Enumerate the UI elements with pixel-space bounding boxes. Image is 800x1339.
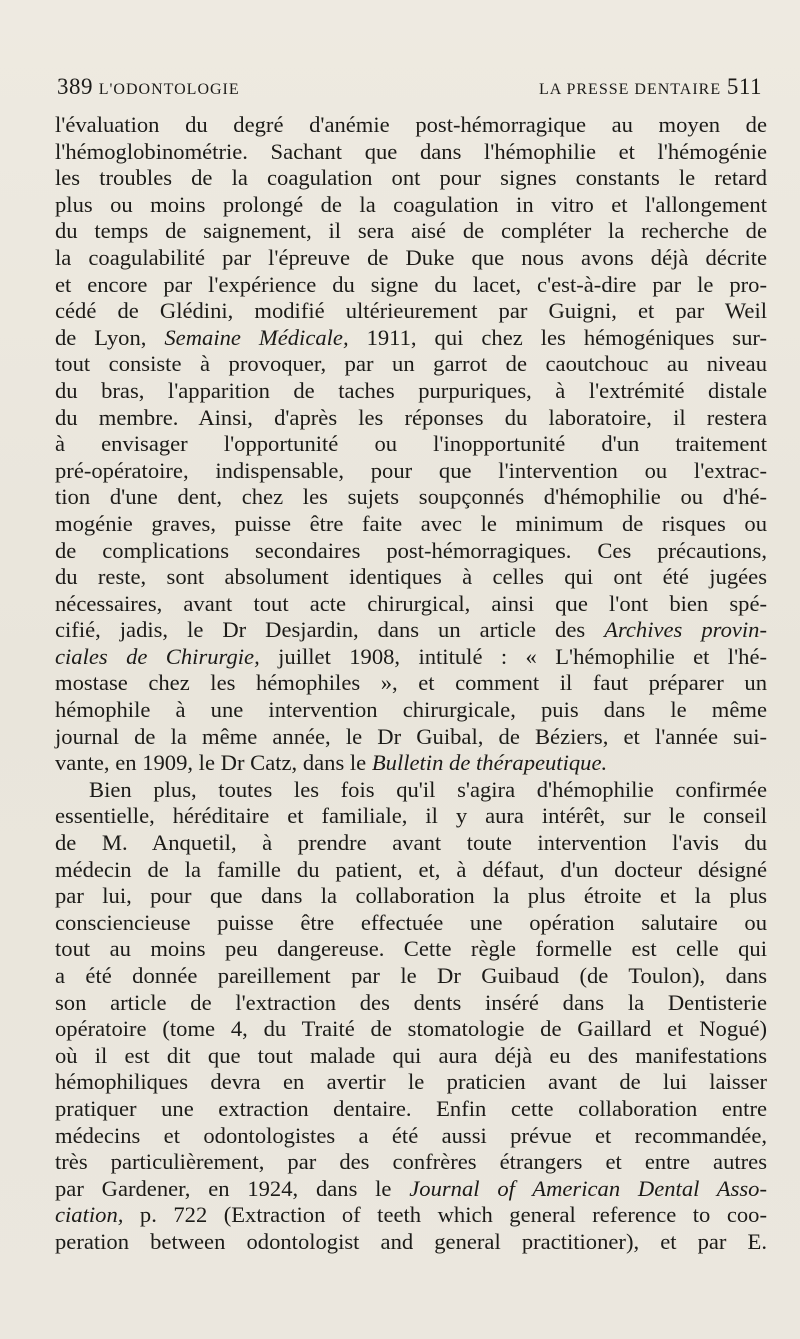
text-line: les troubles de la coagulation ont pour signes constants le retard <box>55 165 767 191</box>
text-line: par lui, pour que dans la collaboration la plus étroite et la plus <box>55 883 767 909</box>
text-line: de Lyon, Semaine Médicale, 1911, qui chez les hémogéniques sur- <box>55 324 767 350</box>
text-line: du reste, sont absolument identiques à celles qui ont été jugées <box>55 564 767 590</box>
header-right <box>539 74 762 100</box>
text-line: tion d'une dent, chez les sujets soupçonnés d'hémophilie ou d'hé- <box>55 484 767 510</box>
text-line: journal de la même année, le Dr Guibal, de Béziers, et l'année sui- <box>55 723 767 749</box>
text-line: la coagulabilité par l'épreuve de Duke que nous avons déjà décrite <box>55 244 767 270</box>
text-line: pré-opératoire, indispensable, pour que l'intervention ou l'extrac- <box>55 457 767 483</box>
text-line: plus ou moins prolongé de la coagulation in vitro et l'allongement <box>55 191 767 217</box>
running-header <box>57 74 762 108</box>
text-line: tout consiste à provoquer, par un garrot de caoutchouc au niveau <box>55 351 767 377</box>
text-line: l'évaluation du degré d'anémie post-hémorragique au moyen de <box>55 112 767 137</box>
text-line: vante, en 1909, le Dr Catz, dans le Bulletin de thérapeutique. <box>55 750 608 776</box>
text-line: hémophile à une intervention chirurgicale, puis dans le même <box>55 697 767 723</box>
text-line: essentielle, héréditaire et familiale, il y aura intérêt, sur le conseil <box>55 803 767 829</box>
text-line: mogénie graves, puisse être faite avec le minimum de risques ou <box>55 510 767 536</box>
text-line: l'hémoglobinométrie. Sachant que dans l'hémophilie et l'hémogénie <box>55 138 767 164</box>
text-line: Bien plus, toutes les fois qu'il s'agira d'hémophilie confirmée <box>89 776 767 802</box>
text-line: très particulièrement, par des confrères étrangers et entre autres <box>55 1149 767 1175</box>
text-line: consciencieuse puisse être effectuée une opération salutaire ou <box>55 909 767 935</box>
text-line: mostase chez les hémophiles », et comment il faut préparer un <box>55 670 767 696</box>
text-line: ciales de Chirurgie, juillet 1908, intitulé : « L'hémophilie et l'hé- <box>55 643 768 669</box>
text-line: cédé de Glédini, modifié ultérieurement par Guigni, et par Weil <box>55 298 767 324</box>
header-left <box>57 74 240 100</box>
text-line: hémophiliques devra en avertir le praticien avant de lui laisser <box>55 1069 767 1095</box>
left-running-title: L'ODONTOLOGIE <box>98 81 240 98</box>
right-page-number: 511 <box>726 74 762 99</box>
text-line: cifié, jadis, le Dr Desjardin, dans un article des Archives provin- <box>55 617 768 643</box>
text-line: du temps de saignement, il sera aisé de compléter la recherche de <box>55 218 767 244</box>
text-line: tout au moins peu dangereuse. Cette règle formelle est celle qui <box>55 936 767 962</box>
text-line: médecin de la famille du patient, et, à défaut, d'un docteur désigné <box>55 856 767 882</box>
text-line: médecins et odontologistes a été aussi prévue et recommandée, <box>55 1122 767 1148</box>
text-line: et encore par l'expérience du signe du lacet, c'est-à-dire par le pro- <box>55 271 767 297</box>
body-text <box>55 112 767 1256</box>
text-line: de complications secondaires post-hémorragiques. Ces précautions, <box>55 537 767 563</box>
text-line: opératoire (tome 4, du Traité de stomatologie de Gaillard et Nogué) <box>55 1016 767 1042</box>
text-line: où il est dit que tout malade qui aura déjà eu des manifestations <box>55 1042 767 1068</box>
text-line: nécessaires, avant tout acte chirurgical, ainsi que l'ont bien spé- <box>55 590 767 616</box>
text-line: peration between odontologist and general practitioner), et par E. <box>55 1228 767 1254</box>
left-page-number: 389 <box>57 74 93 99</box>
text-line: du membre. Ainsi, d'après les réponses du laboratoire, il restera <box>55 404 767 430</box>
right-running-title: LA PRESSE DENTAIRE <box>539 81 722 98</box>
text-line: a été donnée pareillement par le Dr Guibaud (de Toulon), dans <box>55 963 767 988</box>
text-line: son article de l'extraction des dents inséré dans la Dentisterie <box>55 989 767 1015</box>
text-line: du bras, l'apparition de taches purpuriques, à l'extrémité distale <box>55 377 767 403</box>
text-line: de M. Anquetil, à prendre avant toute intervention l'avis du <box>55 830 767 856</box>
text-line: ciation, p. 722 (Extraction of teeth which general reference to coo- <box>55 1202 767 1228</box>
text-line: pratiquer une extraction dentaire. Enfin cette collaboration entre <box>55 1095 767 1121</box>
text-line: à envisager l'opportunité ou l'inopportunité d'un traitement <box>55 431 767 457</box>
text-line: par Gardener, en 1924, dans le Journal of American Dental Asso- <box>55 1175 767 1201</box>
